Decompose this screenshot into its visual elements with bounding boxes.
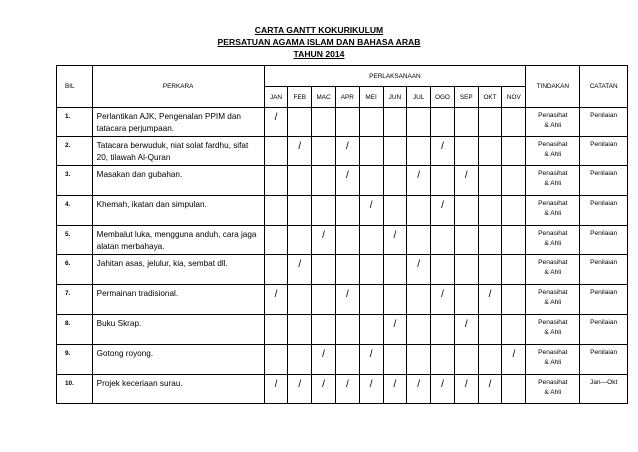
schedule-cell xyxy=(502,226,526,255)
table-row xyxy=(57,166,628,196)
month-header: OGO xyxy=(431,87,455,108)
month-header: OKT xyxy=(478,87,502,108)
row-number: 2. xyxy=(57,137,93,166)
schedule-cell xyxy=(288,196,312,226)
schedule-cell xyxy=(431,315,455,345)
schedule-cell xyxy=(454,285,478,315)
month-header: JUL xyxy=(407,87,431,108)
tindakan-cell xyxy=(526,255,580,285)
tindakan-cell xyxy=(526,345,580,375)
month-header: SEP xyxy=(454,87,478,108)
schedule-cell xyxy=(359,285,383,315)
table-row xyxy=(57,285,628,315)
schedule-cell xyxy=(288,108,312,137)
tindakan-line-2: & Ahli xyxy=(544,329,562,336)
schedule-cell xyxy=(502,108,526,137)
schedule-cell xyxy=(454,226,478,255)
schedule-cell xyxy=(383,285,407,315)
tindakan-line-2: & Ahli xyxy=(544,151,562,158)
schedule-cell xyxy=(264,226,288,255)
schedule-cell: / xyxy=(383,226,407,255)
schedule-cell xyxy=(454,345,478,375)
schedule-cell xyxy=(478,226,502,255)
catatan-cell: Penilaian xyxy=(580,345,628,375)
tindakan-line-2: & Ahli xyxy=(544,240,562,247)
schedule-cell xyxy=(288,285,312,315)
schedule-cell xyxy=(383,137,407,166)
row-number: 4. xyxy=(57,196,93,226)
schedule-cell: / xyxy=(264,108,288,137)
tindakan-line-1: Penasihat xyxy=(538,289,568,296)
schedule-cell xyxy=(264,196,288,226)
tindakan-line-1: Penasihat xyxy=(538,112,568,119)
schedule-cell xyxy=(359,166,383,196)
month-header: MAC xyxy=(312,87,336,108)
schedule-cell xyxy=(359,255,383,285)
activity-description: Buku Skrap. xyxy=(92,315,264,345)
schedule-cell xyxy=(288,315,312,345)
schedule-cell: / xyxy=(454,315,478,345)
schedule-cell xyxy=(335,315,359,345)
schedule-cell xyxy=(335,196,359,226)
schedule-cell: / xyxy=(264,375,288,404)
table-row xyxy=(57,315,628,345)
tindakan-cell xyxy=(526,375,580,404)
row-number: 7. xyxy=(57,285,93,315)
header-tindakan: TINDAKAN xyxy=(526,66,580,108)
schedule-cell: / xyxy=(288,255,312,285)
schedule-cell xyxy=(312,196,336,226)
schedule-cell: / xyxy=(312,226,336,255)
catatan-cell: Penilaian xyxy=(580,255,628,285)
schedule-cell xyxy=(383,166,407,196)
table-row xyxy=(57,226,628,255)
schedule-cell: / xyxy=(431,375,455,404)
catatan-cell: Penilaian xyxy=(580,226,628,255)
schedule-cell xyxy=(478,166,502,196)
schedule-cell xyxy=(312,137,336,166)
schedule-cell xyxy=(502,137,526,166)
schedule-cell: / xyxy=(502,345,526,375)
tindakan-line-2: & Ahli xyxy=(544,210,562,217)
schedule-cell xyxy=(359,108,383,137)
tindakan-cell xyxy=(526,285,580,315)
catatan-cell: Penilaian xyxy=(580,137,628,166)
schedule-cell xyxy=(478,255,502,285)
tindakan-line-1: Penasihat xyxy=(538,259,568,266)
header-perlaksanaan: PERLAKSANAAN xyxy=(264,66,526,87)
table-row xyxy=(57,137,628,166)
schedule-cell xyxy=(502,375,526,404)
tindakan-line-2: & Ahli xyxy=(544,299,562,306)
schedule-cell xyxy=(312,315,336,345)
schedule-cell xyxy=(478,108,502,137)
tindakan-line-1: Penasihat xyxy=(538,170,568,177)
tindakan-line-1: Penasihat xyxy=(538,141,568,148)
table-row xyxy=(57,196,628,226)
tindakan-line-1: Penasihat xyxy=(538,230,568,237)
month-header: JUN xyxy=(383,87,407,108)
row-number: 3. xyxy=(57,166,93,196)
schedule-cell xyxy=(431,108,455,137)
schedule-cell xyxy=(454,255,478,285)
schedule-cell: / xyxy=(383,315,407,345)
tindakan-line-2: & Ahli xyxy=(544,180,562,187)
month-header: APR xyxy=(335,87,359,108)
gantt-table xyxy=(56,65,628,404)
activity-description: Permainan tradisional. xyxy=(92,285,264,315)
schedule-cell xyxy=(264,166,288,196)
schedule-cell xyxy=(335,255,359,285)
schedule-cell: / xyxy=(335,375,359,404)
tindakan-cell xyxy=(526,226,580,255)
row-number: 6. xyxy=(57,255,93,285)
schedule-cell: / xyxy=(454,375,478,404)
schedule-cell xyxy=(359,137,383,166)
schedule-cell: / xyxy=(359,196,383,226)
tindakan-line-2: & Ahli xyxy=(544,122,562,129)
activity-description: Gotong royong. xyxy=(92,345,264,375)
schedule-cell xyxy=(407,196,431,226)
schedule-cell: / xyxy=(312,345,336,375)
activity-description: Jahitan asas, jelulur, kia, sembat dll. xyxy=(92,255,264,285)
schedule-cell: / xyxy=(312,375,336,404)
tindakan-cell xyxy=(526,196,580,226)
table-row xyxy=(57,375,628,404)
schedule-cell: / xyxy=(288,137,312,166)
schedule-cell: / xyxy=(407,255,431,285)
schedule-cell xyxy=(288,166,312,196)
title-line-2: PERSATUAN AGAMA ISLAM DAN BAHASA ARAB xyxy=(217,37,421,47)
tindakan-line-1: Penasihat xyxy=(538,200,568,207)
schedule-cell xyxy=(502,285,526,315)
schedule-cell xyxy=(502,196,526,226)
schedule-cell: / xyxy=(431,285,455,315)
schedule-cell xyxy=(454,108,478,137)
month-header: NOV xyxy=(502,87,526,108)
tindakan-line-2: & Ahli xyxy=(544,269,562,276)
tindakan-cell xyxy=(526,166,580,196)
schedule-cell xyxy=(478,196,502,226)
schedule-cell: / xyxy=(383,375,407,404)
tindakan-line-2: & Ahli xyxy=(544,359,562,366)
schedule-cell: / xyxy=(431,196,455,226)
schedule-cell xyxy=(407,108,431,137)
tindakan-cell xyxy=(526,137,580,166)
schedule-cell: / xyxy=(359,345,383,375)
schedule-cell xyxy=(359,315,383,345)
schedule-cell xyxy=(431,226,455,255)
header-perkara: PERKARA xyxy=(92,66,264,108)
header-bil: BIL xyxy=(57,66,93,108)
schedule-cell xyxy=(502,166,526,196)
schedule-cell: / xyxy=(264,285,288,315)
row-number: 1. xyxy=(57,108,93,137)
schedule-cell xyxy=(478,137,502,166)
schedule-cell: / xyxy=(335,166,359,196)
catatan-cell: Jan—Okt xyxy=(580,375,628,404)
schedule-cell xyxy=(431,255,455,285)
schedule-cell xyxy=(264,255,288,285)
schedule-cell xyxy=(383,255,407,285)
schedule-cell xyxy=(431,345,455,375)
schedule-cell xyxy=(335,108,359,137)
schedule-cell: / xyxy=(288,375,312,404)
schedule-cell xyxy=(478,315,502,345)
schedule-cell: / xyxy=(407,375,431,404)
schedule-cell xyxy=(312,255,336,285)
schedule-cell xyxy=(288,226,312,255)
schedule-cell xyxy=(359,226,383,255)
activity-description: Khemah, ikatan dan simpulan. xyxy=(92,196,264,226)
table-row xyxy=(57,108,628,137)
catatan-cell: Penilaian xyxy=(580,108,628,137)
schedule-cell xyxy=(407,226,431,255)
schedule-cell xyxy=(502,315,526,345)
schedule-cell: / xyxy=(431,137,455,166)
schedule-cell xyxy=(407,285,431,315)
activity-description: Membalut luka, mengguna anduh, cara jaga alatan merbahaya. xyxy=(92,226,264,255)
tindakan-line-1: Penasihat xyxy=(538,379,568,386)
tindakan-cell xyxy=(526,315,580,345)
activity-description: Masakan dan gubahan. xyxy=(92,166,264,196)
schedule-cell: / xyxy=(478,375,502,404)
month-header: FEB xyxy=(288,87,312,108)
schedule-cell: / xyxy=(454,166,478,196)
schedule-cell xyxy=(407,315,431,345)
schedule-cell xyxy=(454,196,478,226)
catatan-cell: Penilaian xyxy=(580,196,628,226)
activity-description: Perlantikan AJK, Pengenalan PPIM dan tatacara perjumpaan. xyxy=(92,108,264,137)
tindakan-line-1: Penasihat xyxy=(538,349,568,356)
row-number: 5. xyxy=(57,226,93,255)
document-title-block xyxy=(0,24,638,60)
table-row xyxy=(57,255,628,285)
catatan-cell: Penilaian xyxy=(580,166,628,196)
schedule-cell xyxy=(288,345,312,375)
schedule-cell xyxy=(407,345,431,375)
catatan-cell: Penilaian xyxy=(580,315,628,345)
header-catatan: CATATAN xyxy=(580,66,628,108)
schedule-cell: / xyxy=(478,285,502,315)
schedule-cell xyxy=(383,108,407,137)
tindakan-line-1: Penasihat xyxy=(538,319,568,326)
schedule-cell xyxy=(335,345,359,375)
month-header: JAN xyxy=(264,87,288,108)
schedule-cell xyxy=(264,345,288,375)
table-row xyxy=(57,345,628,375)
schedule-cell xyxy=(383,345,407,375)
schedule-cell xyxy=(478,345,502,375)
schedule-cell xyxy=(502,255,526,285)
schedule-cell xyxy=(312,108,336,137)
row-number: 8. xyxy=(57,315,93,345)
schedule-cell: / xyxy=(335,137,359,166)
schedule-cell xyxy=(454,137,478,166)
row-number: 10. xyxy=(57,375,93,404)
activity-description: Tatacara berwuduk, niat solat fardhu, sifat 20, tilawah Al-Quran xyxy=(92,137,264,166)
catatan-cell: Penilaian xyxy=(580,285,628,315)
month-header: MEI xyxy=(359,87,383,108)
schedule-cell xyxy=(407,137,431,166)
schedule-cell xyxy=(335,226,359,255)
tindakan-line-2: & Ahli xyxy=(544,389,562,396)
activity-description: Projek keceriaan surau. xyxy=(92,375,264,404)
schedule-cell: / xyxy=(335,285,359,315)
schedule-cell xyxy=(383,196,407,226)
schedule-cell xyxy=(431,166,455,196)
schedule-cell: / xyxy=(407,166,431,196)
schedule-cell: / xyxy=(359,375,383,404)
schedule-cell xyxy=(312,285,336,315)
tindakan-cell xyxy=(526,108,580,137)
title-line-3: TAHUN 2014 xyxy=(293,49,345,59)
schedule-cell xyxy=(264,137,288,166)
schedule-cell xyxy=(312,166,336,196)
schedule-cell xyxy=(264,315,288,345)
row-number: 9. xyxy=(57,345,93,375)
title-line-1: CARTA GANTT KOKURIKULUM xyxy=(254,25,384,35)
